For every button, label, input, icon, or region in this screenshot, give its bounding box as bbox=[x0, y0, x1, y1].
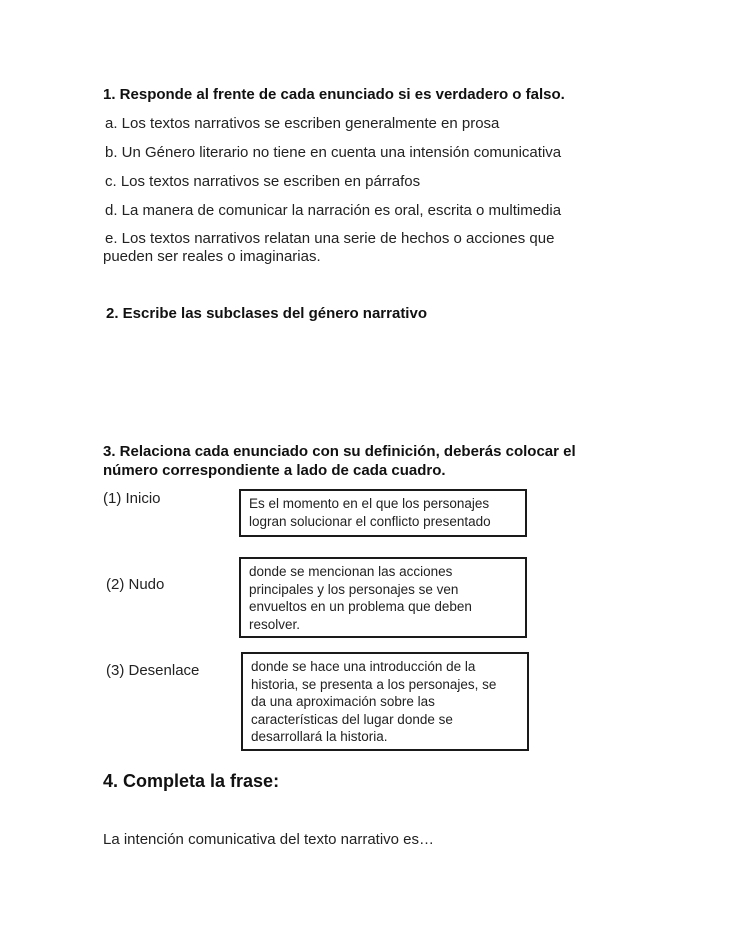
question-3-title-line1: 3. Relaciona cada enunciado con su definición, deberás colocar el bbox=[103, 443, 576, 460]
definition-1-line: logran solucionar el conflicto presentado bbox=[249, 513, 491, 529]
definition-box-1 bbox=[239, 489, 527, 537]
definition-3-line: donde se hace una introducción de la bbox=[251, 659, 476, 674]
question-3-title bbox=[103, 442, 623, 480]
stage-inicio: (1) Inicio bbox=[103, 490, 161, 507]
q1-statement-d: d. La manera de comunicar la narración es oral, escrita o multimedia bbox=[105, 202, 562, 219]
definition-3-line: da una aproximación sobre las bbox=[251, 694, 435, 709]
definition-box-2 bbox=[239, 557, 527, 638]
definition-2-line: resolver. bbox=[249, 616, 301, 632]
question-3-title-line2: número correspondiente a lado de cada cuadro. bbox=[103, 462, 446, 479]
question-4-title: 4. Completa la frase: bbox=[103, 771, 280, 791]
definition-3-line: desarrollará la historia. bbox=[251, 729, 388, 744]
q4-sentence: La intención comunicativa del texto narrativo es… bbox=[103, 831, 435, 848]
definition-2-line: envueltos en un problema que deben bbox=[249, 599, 472, 614]
definition-2-line: principales y los personajes se ven bbox=[249, 581, 459, 597]
q1-statement-b: b. Un Género literario no tiene en cuenta una intensión comunicativa bbox=[105, 144, 562, 161]
definition-2-line: donde se mencionan las acciones bbox=[249, 564, 453, 579]
q1-statement-e-line1: e. Los textos narrativos relatan una serie de hechos o acciones que bbox=[105, 230, 555, 247]
definition-3-line: características del lugar donde se bbox=[251, 711, 453, 727]
definition-1-line: Es el momento en el que los personajes bbox=[249, 496, 490, 511]
stage-nudo: (2) Nudo bbox=[106, 576, 165, 593]
definition-3-line: historia, se presenta a los personajes, se bbox=[251, 676, 497, 692]
question-2-title: 2. Escribe las subclases del género narrativo bbox=[106, 305, 427, 322]
stage-desenlace: (3) Desenlace bbox=[106, 662, 200, 679]
q1-statement-c: c. Los textos narrativos se escriben en párrafos bbox=[105, 173, 421, 190]
question-1-title: 1. Responde al frente de cada enunciado si es verdadero o falso. bbox=[103, 86, 565, 103]
q1-statement-a: a. Los textos narrativos se escriben generalmente en prosa bbox=[105, 115, 500, 132]
definition-box-3 bbox=[241, 652, 529, 751]
q1-statement-e-line2: pueden ser reales o imaginarias. bbox=[103, 248, 321, 265]
